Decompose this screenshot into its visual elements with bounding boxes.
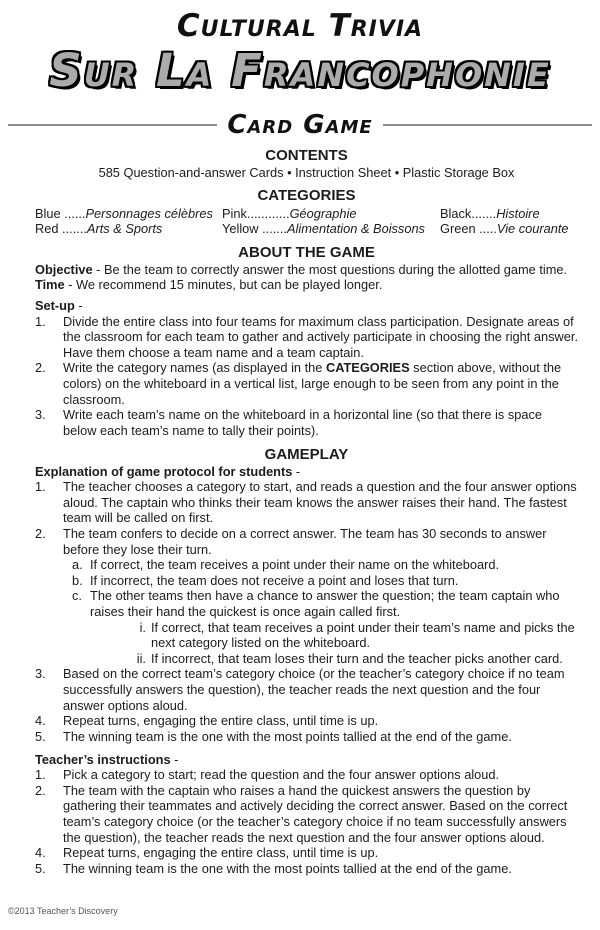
list-item-number: c.: [72, 588, 82, 604]
list-item-number: 1.: [35, 479, 46, 495]
list-item: [35, 314, 578, 361]
objective-paragraph: [35, 262, 578, 278]
subsub-list-item: [130, 651, 578, 667]
list-item-text: The winning team is the one with the most points tallied at the end of the game.: [63, 728, 512, 744]
category-name: Géographie: [289, 205, 357, 221]
students-protocol-label: Explanation of game protocol for students: [35, 463, 293, 479]
category-entry: [35, 206, 222, 222]
title-line1: Cultural Trivia: [176, 8, 424, 44]
list-item-text: Based on the correct team’s category choice (or the teacher’s category choice if no team successfully answers the question), the teacher reads the next question and the four answer options aloud.: [63, 666, 565, 713]
list-item-number: 2.: [35, 525, 46, 541]
list-item-number: 1.: [35, 767, 46, 783]
list-item-number: 5.: [35, 860, 46, 876]
title-line2: Sur La Francophonie: [49, 44, 551, 97]
list-item: [35, 407, 578, 438]
card-game-row: [0, 110, 600, 140]
list-item-number: i.: [139, 619, 146, 635]
rule-left: [8, 124, 217, 126]
setup-list: [35, 314, 578, 439]
categories-heading: CATEGORIES: [257, 186, 356, 204]
list-item-text: Write each team’s name on the whiteboard in a horizontal line (so that there is space below each team’s name to tally their points).: [63, 407, 542, 438]
categories-grid: [35, 206, 578, 237]
list-item-body: [90, 588, 578, 666]
objective-label: Objective: [35, 261, 93, 277]
category-entry: [222, 206, 440, 222]
category-column-1: [35, 206, 222, 237]
category-entry: [222, 221, 440, 237]
category-name: Alimentation & Boissons: [286, 221, 425, 237]
students-protocol-label-row: [35, 464, 578, 480]
category-color-label: Yellow .......: [222, 221, 287, 237]
list-item-text-bold: CATEGORIES: [325, 360, 410, 376]
category-column-2: [222, 206, 440, 237]
list-item-number: 3.: [35, 666, 46, 682]
list-item-text: If incorrect, that team loses their turn and the teacher picks another card.: [151, 650, 563, 666]
list-item-text: [63, 360, 578, 407]
list-item-text: The team confers to decide on a correct answer. The team has 30 seconds to answer before they lose their turn.: [63, 525, 547, 557]
list-item-text: Pick a category to start; read the question and the four answer options aloud.: [63, 767, 500, 783]
list-item: [35, 729, 578, 745]
list-item: [35, 783, 578, 845]
list-item-number: 3.: [35, 407, 46, 423]
list-item-number: b.: [72, 572, 83, 588]
title-line3: Card Game: [227, 110, 373, 140]
list-item: [35, 479, 578, 526]
subsub-list-item: [130, 620, 578, 651]
list-item-text: The winning team is the one with the most points tallied at the end of the game.: [63, 860, 512, 876]
setup-dash: -: [74, 298, 83, 314]
rule-right: [383, 124, 592, 126]
category-entry: [35, 221, 222, 237]
list-item-text-post: section above, without the colors) on the whiteboard in a vertical list, large enough to be seen from any point in the classroom.: [63, 360, 562, 407]
teacher-list: [35, 767, 578, 876]
copyright-footer: ©2013 Teacher’s Discovery: [8, 906, 118, 917]
body-content: [0, 146, 600, 876]
list-item-text: Divide the entire class into four teams for maximum class participation. Designate areas of the classroom for each team to gather and actively participate in choosing the right answer. Have them choose a team name and a team captain.: [63, 313, 578, 360]
list-item-text: If correct, the team receives a point under their name on the whiteboard.: [90, 557, 500, 573]
time-paragraph: [35, 277, 578, 293]
list-item: [35, 666, 578, 713]
sub-list-item: [72, 588, 578, 666]
masthead: [0, 0, 600, 140]
category-name: Arts & Sports: [86, 221, 163, 237]
list-item-text: If incorrect, the team does not receive a point and loses that turn.: [90, 572, 459, 588]
list-item-text: Repeat turns, engaging the entire class, until time is up.: [63, 713, 379, 729]
list-item-text: The teacher chooses a category to start, and reads a question and the four answer options aloud. The captain who thinks their team knows the answer raises their hand. The fastest team will be called on first.: [63, 479, 577, 526]
list-item-number: 1.: [35, 313, 46, 329]
list-item: [35, 845, 578, 861]
title-line2-wrap: [0, 45, 600, 108]
sub-list-item: [72, 573, 578, 589]
contents-line: 585 Question-and-answer Cards • Instruction Sheet • Plastic Storage Box: [98, 165, 515, 180]
setup-label-row: [35, 298, 578, 314]
teachers-instructions-dash: -: [170, 751, 179, 767]
list-item-number: 4.: [35, 713, 46, 729]
list-item-number: 4.: [35, 845, 46, 861]
list-item: [35, 360, 578, 407]
teachers-instructions-label-row: [35, 752, 578, 768]
category-column-3: [440, 206, 578, 237]
list-item-number: a.: [72, 557, 83, 573]
list-item-number: 2.: [35, 782, 46, 798]
list-item: [35, 767, 578, 783]
category-color-label: Blue ......: [35, 205, 86, 221]
time-label: Time: [35, 277, 65, 293]
category-color-label: Red .......: [35, 221, 87, 237]
teachers-instructions-label: Teacher’s instructions: [35, 751, 171, 767]
list-item-body: [63, 526, 578, 666]
category-name: Vie courante: [496, 221, 569, 237]
list-item: [35, 713, 578, 729]
setup-label: Set-up: [35, 298, 75, 314]
list-item-text: The other teams then have a chance to answer the question; the team captain who raises their hand the quickest is once again called first.: [90, 588, 560, 620]
gameplay-heading: GAMEPLAY: [264, 445, 349, 463]
time-text: - We recommend 15 minutes, but can be played longer.: [64, 277, 383, 293]
category-name: Personnages célèbres: [85, 205, 213, 221]
list-item-text-pre: Write the category names (as displayed in the: [63, 360, 326, 376]
list-item-text: If correct, that team receives a point under their team’s name and picks the next category listed on the whiteboard.: [151, 619, 575, 651]
student-list: [35, 479, 578, 744]
category-color-label: Green .....: [440, 221, 497, 237]
list-item: [35, 861, 578, 877]
sub-list-item: [72, 557, 578, 573]
contents-heading: CONTENTS: [265, 147, 348, 164]
list-item-number: 2.: [35, 360, 46, 376]
list-item-number: ii.: [136, 650, 146, 666]
category-name: Histoire: [496, 205, 540, 221]
list-item-text: The team with the captain who raises a hand the quickest answers the question by gathering their teammates and actively deciding the correct answer. Based on the correct team’s category choice (or the teacher’s category choice if no team successfully answers the question), the teacher reads the next question and the four answer options aloud.: [63, 782, 568, 845]
about-heading: ABOUT THE GAME: [238, 243, 375, 261]
category-color-label: Black.......: [440, 205, 497, 221]
list-item: [35, 526, 578, 666]
category-entry: [440, 206, 578, 222]
list-item-number: 5.: [35, 728, 46, 744]
list-item-text: Repeat turns, engaging the entire class, until time is up.: [63, 845, 379, 861]
category-color-label: Pink............: [222, 205, 290, 221]
objective-text: - Be the team to correctly answer the most questions during the allotted game time.: [92, 261, 568, 277]
category-entry: [440, 221, 578, 237]
students-protocol-dash: -: [292, 463, 301, 479]
